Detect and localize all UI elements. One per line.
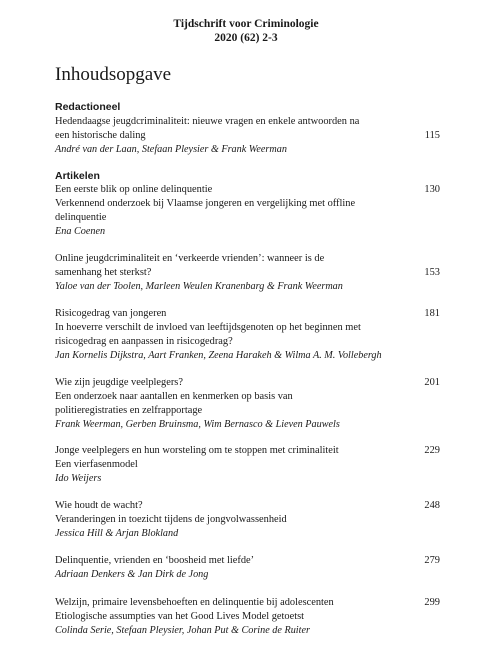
entry-authors: Adriaan Denkers & Jan Dirk de Jong (55, 568, 209, 580)
section-heading-redactioneel: Redactioneel (55, 101, 121, 113)
toc-entry[interactable] (55, 499, 440, 541)
entry-title-line: samenhang het sterkst? (55, 266, 152, 278)
entry-authors: Ena Coenen (55, 225, 106, 237)
entry-authors: Frank Weerman, Gerben Bruinsma, Wim Bernasco & Lieven Pauwels (55, 418, 340, 430)
toc-entry[interactable] (55, 376, 440, 432)
entry-authors: Jessica Hill & Arjan Blokland (55, 527, 179, 539)
entry-title-line: Hedendaagse jeugdcriminaliteit: nieuwe vragen en enkele antwoorden na (55, 116, 360, 127)
entry-title-line: Etiologische assumpties van het Good Lives Model getoetst (55, 610, 305, 622)
entry-title-line: Wie zijn jeugdige veelplegers? (55, 377, 183, 388)
entry-title-line: politieregistraties en zelfrapportage (55, 404, 203, 416)
journal-header (0, 17, 492, 45)
entry-page-number: 115 (424, 129, 440, 141)
entry-authors: Ido Weijers (55, 472, 102, 484)
journal-issue: 2020 (62) 2-3 (214, 32, 278, 44)
toc-entry[interactable] (55, 307, 440, 363)
entry-title-line: Jonge veelplegers en hun worsteling om te stoppen met criminaliteit (55, 445, 339, 456)
toc-entry[interactable] (55, 115, 440, 157)
entry-page-number: 181 (424, 308, 440, 319)
toc-entry[interactable] (55, 183, 440, 239)
entry-title-line: Online jeugdcriminaliteit en ‘verkeerde vrienden’: wanneer is de (55, 253, 325, 264)
entry-authors: André van der Laan, Stefaan Pleysier & Frank Weerman (55, 143, 287, 155)
entry-title-line: Delinquentie, vrienden en ‘boosheid met liefde’ (55, 555, 255, 566)
entry-page-number: 153 (424, 266, 440, 278)
entry-title-line: risicogedrag en aanpassen in risicogedrag? (55, 335, 233, 347)
toc-title: Inhoudsopgave (55, 64, 172, 85)
entry-title-line: Een onderzoek naar aantallen en kenmerken op basis van (55, 390, 293, 402)
entry-authors: Colinda Serie, Stefaan Pleysier, Johan Put & Corine de Ruiter (55, 624, 310, 636)
toc-entry[interactable] (55, 554, 440, 582)
entry-title-line: Risicogedrag van jongeren (55, 308, 167, 319)
entry-title-line: In hoeverre verschilt de invloed van leeftijdsgenoten op het beginnen met (55, 321, 361, 333)
entry-page-number: 279 (424, 555, 440, 566)
entry-title-line: Veranderingen in toezicht tijdens de jongvolwassenheid (55, 513, 287, 525)
entry-title-line: Welzijn, primaire levensbehoeften en delinquentie bij adolescenten (55, 597, 334, 608)
entry-title-line: een historische daling (55, 129, 146, 141)
toc-entry[interactable] (55, 596, 440, 638)
entry-page-number: 299 (424, 597, 440, 608)
entry-page-number: 201 (424, 377, 440, 388)
section-heading-artikelen: Artikelen (55, 170, 100, 182)
entry-page-number: 248 (424, 500, 440, 511)
toc-entry[interactable] (55, 252, 440, 294)
entry-title-line: delinquentie (55, 211, 107, 223)
entry-page-number: 130 (424, 184, 440, 195)
journal-title: Tijdschrift voor Criminologie (173, 18, 319, 30)
entry-authors: Yaloe van der Toolen, Marleen Weulen Kranenbarg & Frank Weerman (55, 280, 343, 292)
entry-title-line: Wie houdt de wacht? (55, 500, 143, 511)
entry-title-line: Een vierfasenmodel (55, 458, 138, 470)
entry-title-line: Verkennend onderzoek bij Vlaamse jongeren en vergelijking met offline (55, 197, 356, 209)
entry-title-line: Een eerste blik op online delinquentie (55, 184, 213, 195)
toc-entry[interactable] (55, 444, 440, 486)
entry-authors: Jan Kornelis Dijkstra, Aart Franken, Zeena Harakeh & Wilma A. M. Vollebergh (55, 349, 382, 361)
entry-page-number: 229 (424, 445, 440, 456)
